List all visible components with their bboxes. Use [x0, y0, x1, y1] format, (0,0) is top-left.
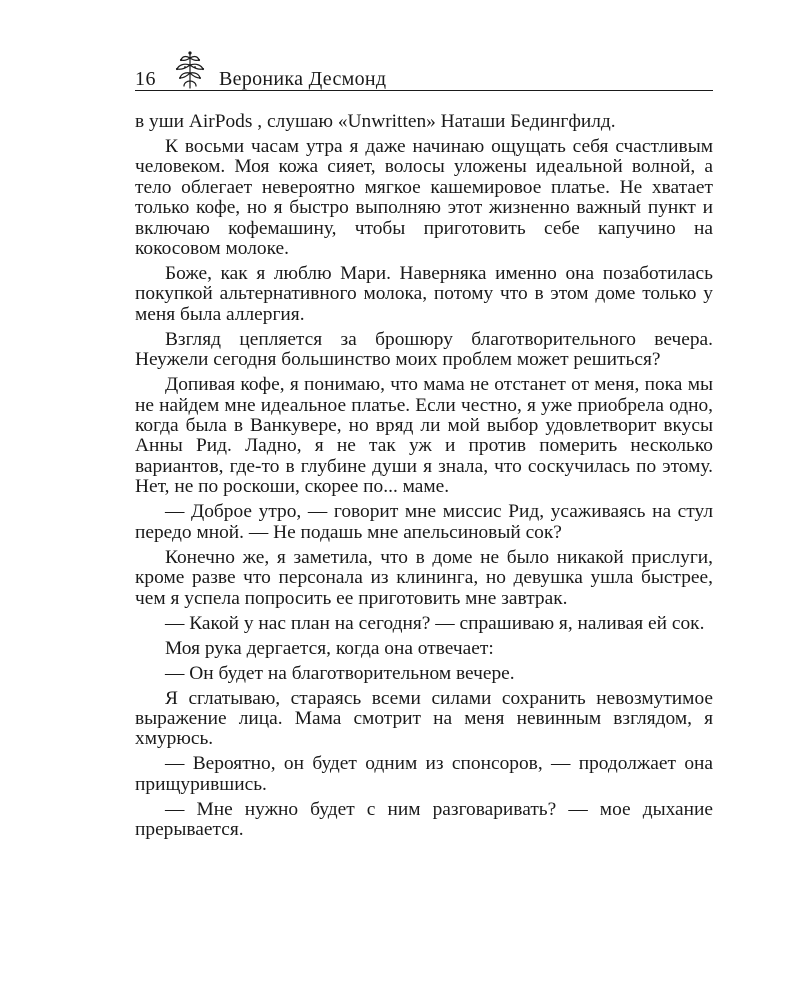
- book-page: [135, 50, 713, 841]
- paragraph: — Какой у нас план на сегодня? — спрашиваю я, наливая ей сок.: [165, 612, 705, 634]
- header-rule: [135, 90, 713, 91]
- page-header: [135, 50, 713, 92]
- body-text: [135, 112, 713, 841]
- paragraph: в уши AirPods , слушаю «Unwritten» Наташи Бедингфилд.: [135, 111, 616, 132]
- paragraph: Боже, как я люблю Мари. Наверняка именно она позаботилась покупкой альтернативного молока, потому что в этом доме только у меня была аллергия.: [135, 263, 713, 325]
- paragraph: — Вероятно, он будет одним из спонсоров, — продолжает она прищурившись.: [135, 753, 713, 795]
- floral-ornament-icon: [173, 50, 207, 90]
- paragraph: Допивая кофе, я понимаю, что мама не отстанет от меня, пока мы не найдем мне идеальное платье. Если честно, я уже приобрела одно, когда была в Ванкувере, но вряд ли мой выбор удовлетворит вкусы Анны Рид. Ладно, я не так уж и против померить несколько вариантов, где-то в глубине души я знала, что соскучилась по этому. Нет, не по роскоши, скорее по... маме.: [135, 374, 713, 498]
- paragraph: — Доброе утро, — говорит мне миссис Рид, усаживаясь на стул передо мной. — Не подашь мне апельсиновый сок?: [135, 501, 713, 543]
- page-number: 16: [135, 68, 156, 90]
- paragraph: — Он будет на благотворительном вечере.: [165, 662, 515, 684]
- paragraph: Моя рука дергается, когда она отвечает:: [165, 637, 494, 659]
- running-title: Вероника Десмонд: [219, 68, 387, 90]
- paragraph: — Мне нужно будет с ним разговаривать? — мое дыхание прерывается.: [135, 798, 713, 841]
- paragraph: Взгляд цепляется за брошюру благотворительного вечера. Неужели сегодня большинство моих проблем может решиться?: [135, 328, 713, 371]
- paragraph: К восьми часам утра я даже начинаю ощущать себя счастливым человеком. Моя кожа сияет, волосы уложены идеальной волной, а тело облегает невероятно мягкое кашемировое платье. Не хватает только кофе, но я быстро выполняю этот жизненно важный пункт и включаю кофемашину, чтобы приготовить себе капучино на кокосовом молоке.: [135, 136, 713, 260]
- paragraph: Конечно же, я заметила, что в доме не было никакой прислуги, кроме разве что персонала из клининга, но девушка ушла быстрее, чем я успела попросить ее приготовить мне завтрак.: [135, 546, 713, 609]
- paragraph: Я сглатываю, стараясь всеми силами сохранить невозмутимое выражение лица. Мама смотрит на меня невинным взглядом, я хмурюсь.: [135, 687, 713, 750]
